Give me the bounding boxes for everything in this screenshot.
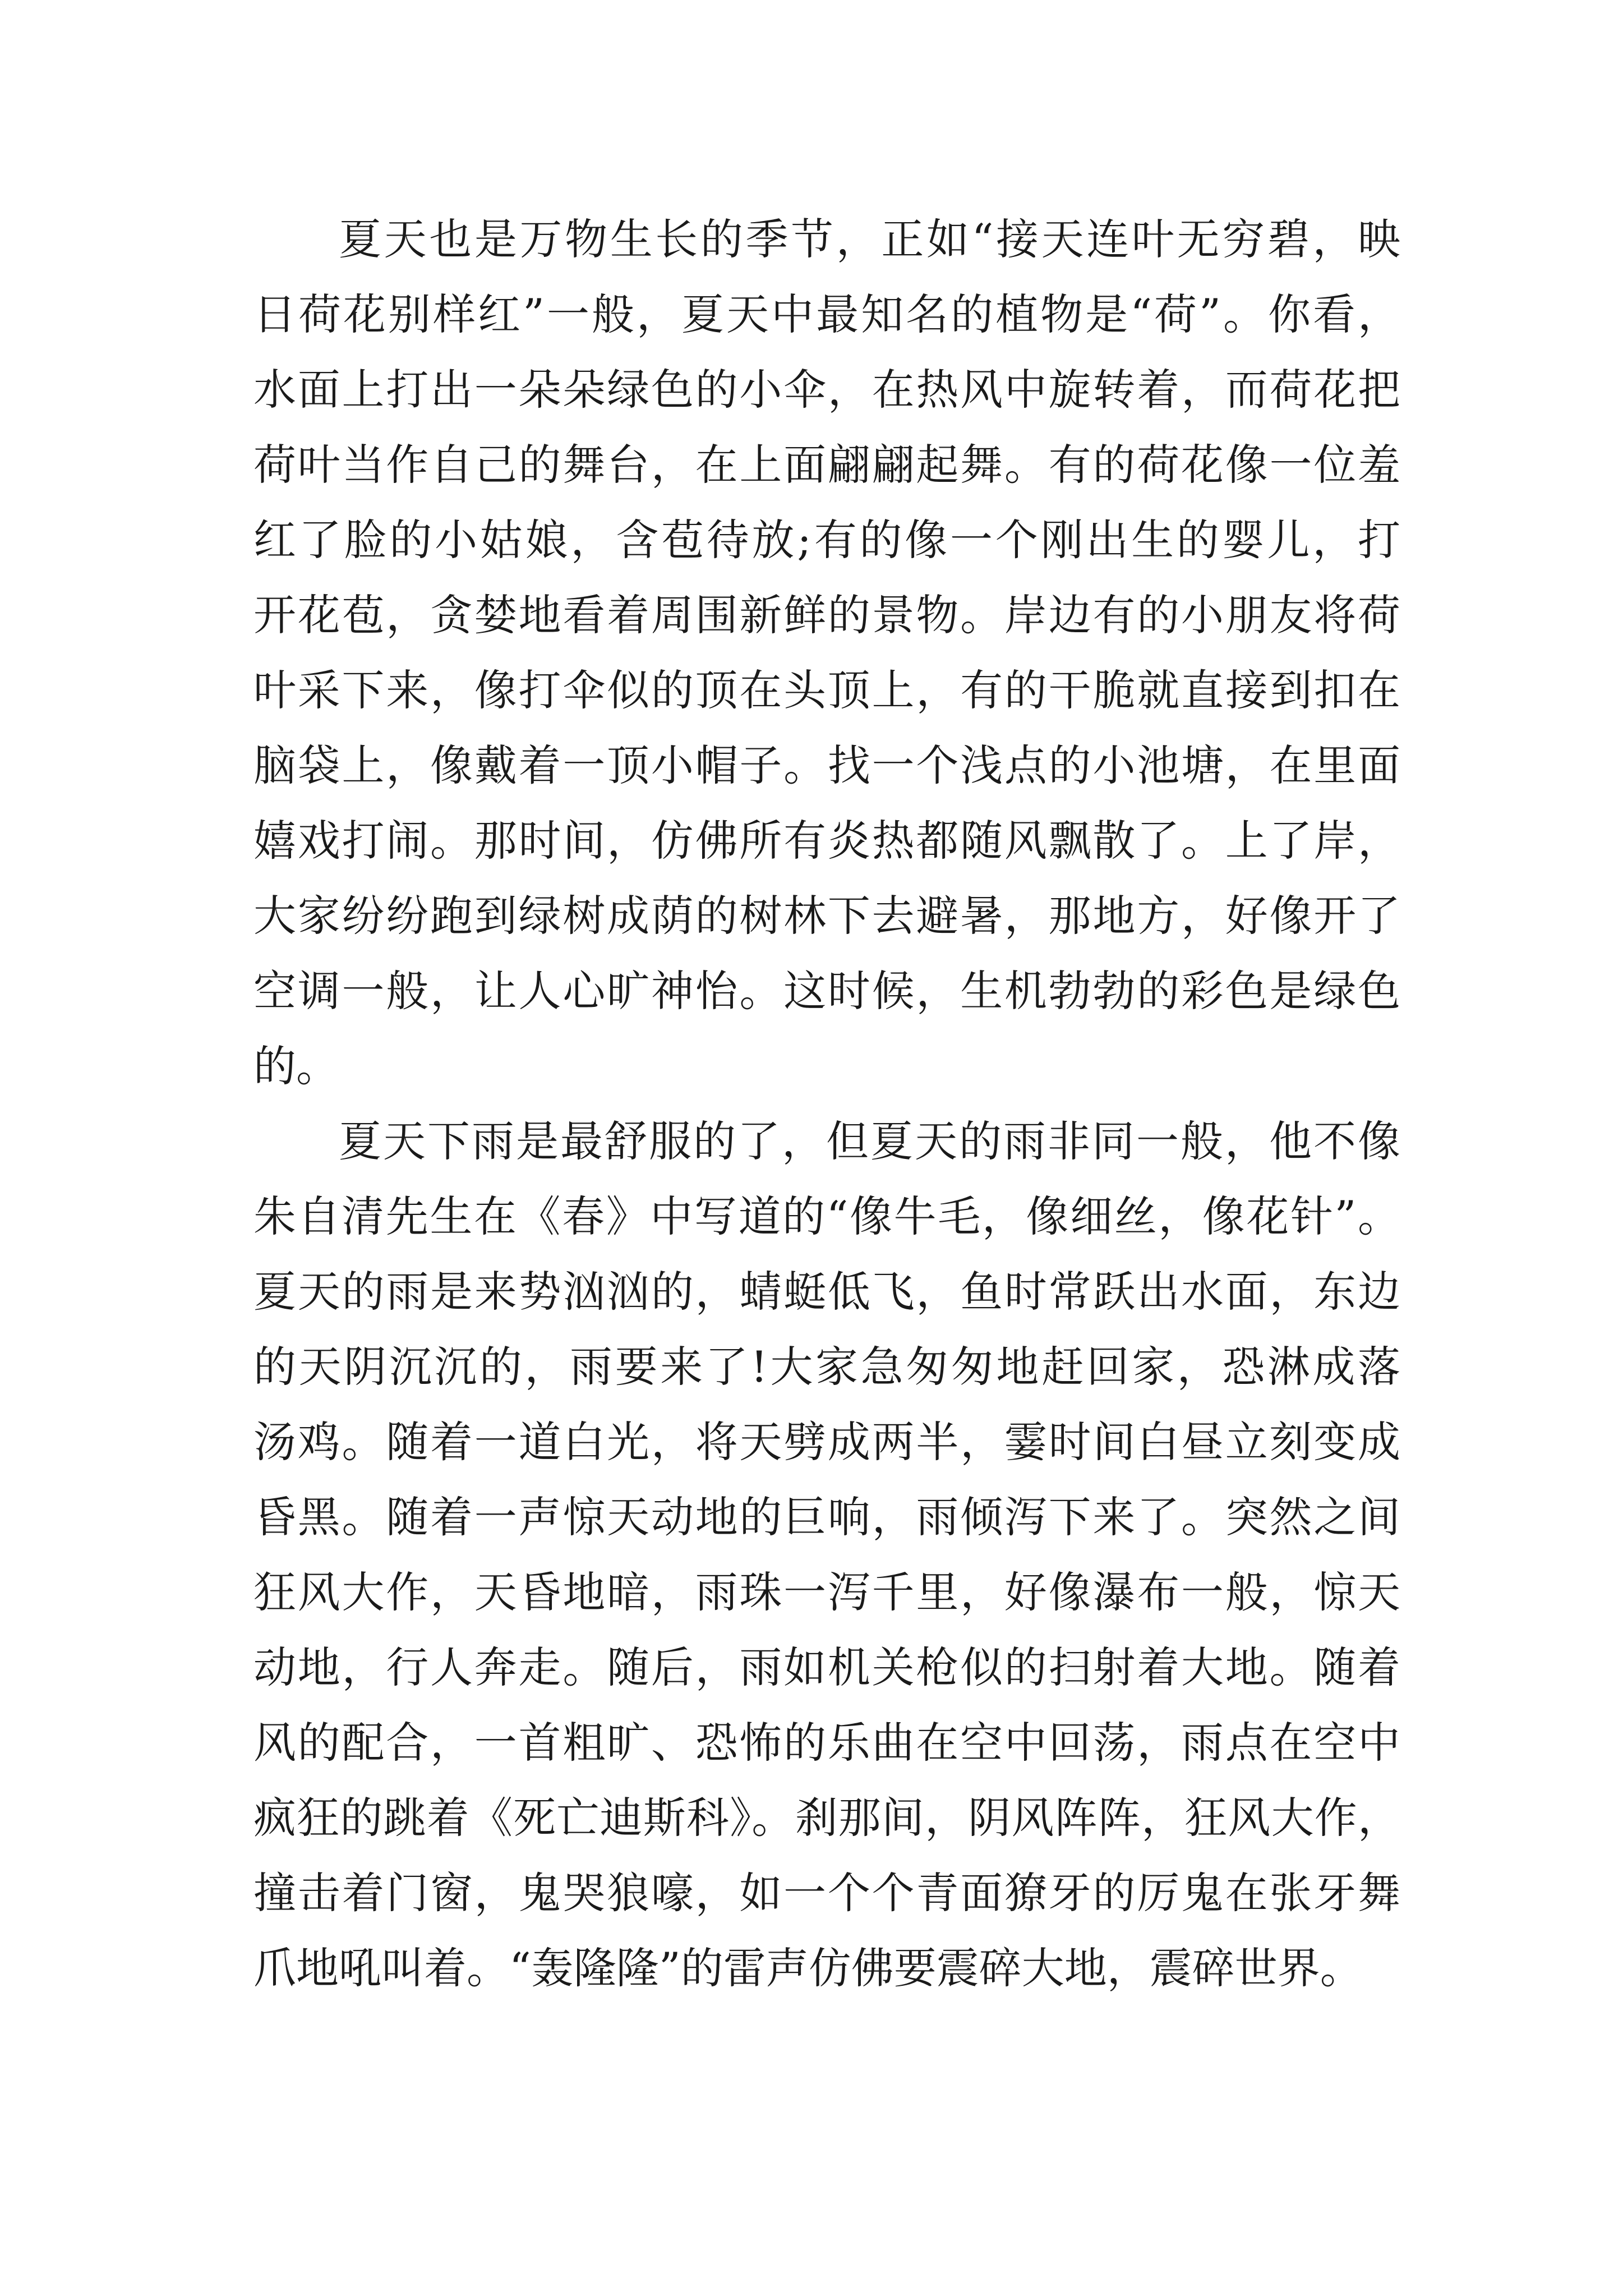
paragraph-line: 汤鸡。随着一道白光，将天劈成两半，霎时间白昼立刻变成 — [253, 1417, 1400, 1467]
paragraph-line: 动地，行人奔走。随后，雨如机关枪似的扫射着大地。随着 — [253, 1642, 1400, 1692]
paragraph-line: 夏天也是万物生长的季节，正如“接天连叶无穷碧，映 — [339, 214, 1400, 264]
paragraph-line: 开花苞，贪婪地看着周围新鲜的景物。岸边有的小朋友将荷 — [253, 590, 1400, 640]
paragraph-line: 脑袋上，像戴着一顶小帽子。找一个浅点的小池塘，在里面 — [253, 740, 1400, 790]
paragraph-line: 夏天的雨是来势汹汹的，蜻蜓低飞，鱼时常跃出水面，东边 — [253, 1267, 1400, 1317]
body-text — [253, 202, 1400, 2006]
paragraph-line: 荷叶当作自己的舞台，在上面翩翩起舞。有的荷花像一位羞 — [253, 440, 1400, 490]
paragraph-line: 爪地吼叫着。“轰隆隆”的雷声仿佛要震碎大地，震碎世界。 — [253, 1943, 1363, 1993]
paragraph-line: 狂风大作，天昏地暗，雨珠一泻千里，好像瀑布一般，惊天 — [253, 1567, 1400, 1617]
paragraph-line: 的。 — [253, 1041, 339, 1091]
paragraph-line: 叶采下来，像打伞似的顶在头顶上，有的干脆就直接到扣在 — [253, 665, 1400, 715]
paragraph-1 — [253, 202, 1400, 1104]
paragraph-line: 朱自清先生在《春》中写道的“像牛毛，像细丝，像花针”。 — [253, 1191, 1400, 1241]
paragraph-line: 昏黑。随着一声惊天动地的巨响，雨倾泻下来了。突然之间 — [253, 1492, 1400, 1542]
paragraph-line: 水面上打出一朵朵绿色的小伞，在热风中旋转着，而荷花把 — [253, 365, 1400, 415]
paragraph-line: 大家纷纷跑到绿树成荫的树林下去避暑，那地方，好像开了 — [253, 891, 1400, 941]
paragraph-line: 红了脸的小姑娘，含苞待放;有的像一个刚出生的婴儿，打 — [253, 515, 1400, 565]
paragraph-line: 撞击着门窗，鬼哭狼嚎，如一个个青面獠牙的厉鬼在张牙舞 — [253, 1868, 1400, 1918]
paragraph-line: 空调一般，让人心旷神怡。这时候，生机勃勃的彩色是绿色 — [253, 966, 1400, 1016]
paragraph-line: 疯狂的跳着《死亡迪斯科》。刹那间，阴风阵阵，狂风大作， — [253, 1793, 1400, 1843]
paragraph-2 — [253, 1104, 1400, 2006]
paragraph-line: 风的配合，一首粗旷、恐怖的乐曲在空中回荡，雨点在空中 — [253, 1718, 1400, 1768]
paragraph-line: 的天阴沉沉的，雨要来了!大家急匆匆地赶回家，恐淋成落 — [253, 1342, 1400, 1392]
paragraph-line: 日荷花别样红”一般，夏天中最知名的植物是“荷”。你看， — [253, 289, 1400, 339]
paragraph-line: 夏天下雨是最舒服的了，但夏天的雨非同一般，他不像 — [339, 1116, 1400, 1166]
paragraph-line: 嬉戏打闹。那时间，仿佛所有炎热都随风飘散了。上了岸， — [253, 816, 1400, 866]
